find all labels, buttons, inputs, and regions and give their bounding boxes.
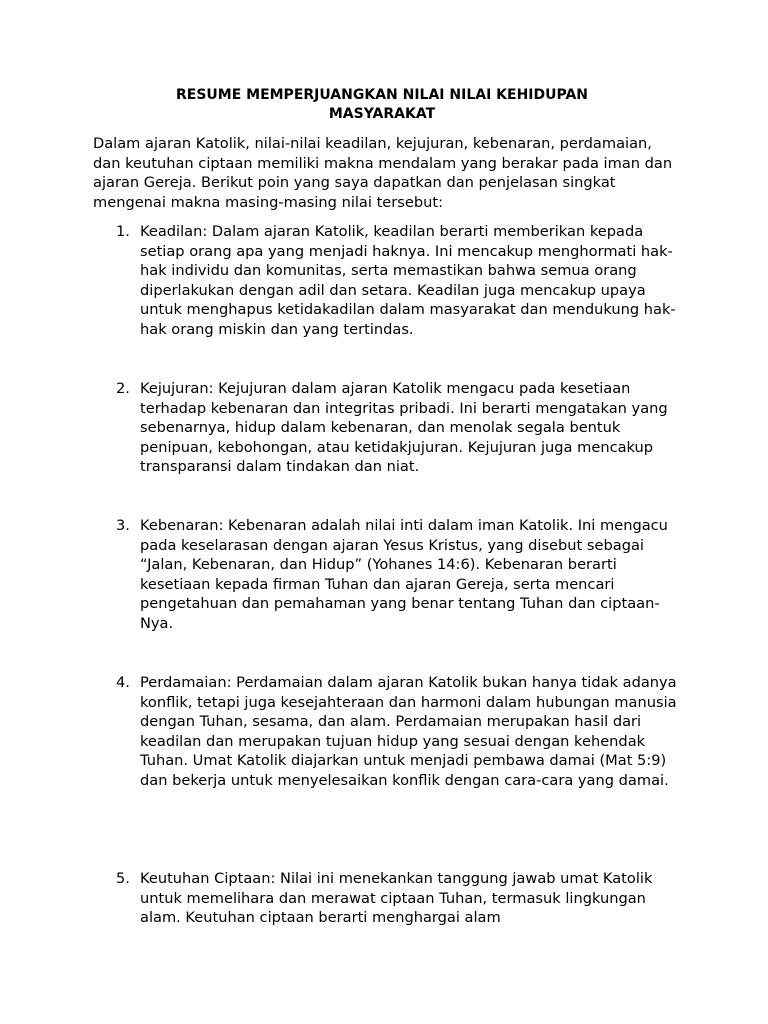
list-item-text: Keutuhan Ciptaan: Nilai ini menekankan tanggung jawab umat Katolik untuk memelihara dan merawat ciptaan Tuhan, termasuk lingkungan alam. Keutuhan ciptaan berarti menghargai alam (140, 870, 653, 927)
list-item (116, 222, 686, 340)
list-item-text: Keadilan: Dalam ajaran Katolik, keadilan berarti memberikan kepada setiap orang apa yang menjadi haknya. Ini mencakup menghormati hak-hak individu dan komunitas, serta memastikan bahwa semua orang diperlakukan dengan adil dan setara. Keadilan juga mencakup upaya untuk menghapus ketidakadilan dalam masyarakat dan mendukung hak-hak orang miskin dan yang tertindas. (140, 223, 676, 338)
list-item-number: 1. (116, 223, 130, 240)
list-item (116, 516, 686, 634)
list-item-number: 2. (116, 380, 130, 397)
list-item-number: 5. (116, 870, 130, 887)
list-item (116, 869, 686, 928)
list-item-text: Kebenaran: Kebenaran adalah nilai inti dalam iman Katolik. Ini mengacu pada keselarasan dengan ajaran Yesus Kristus, yang disebut sebagai “Jalan, Kebenaran, dan Hidup” (Yohanes 14:6). Kebenaran berarti kesetiaan kepada firman Tuhan dan ajaran Gereja, serta mencari pengetahuan dan pemahaman yang benar tentang Tuhan dan ciptaan-Nya. (140, 517, 668, 632)
list-item-text: Perdamaian: Perdamaian dalam ajaran Katolik bukan hanya tidak adanya konflik, tetapi juga kesejahteraan dan harmoni dalam hubungan manusia dengan Tuhan, sesama, dan alam. Perdamaian merupakan hasil dari keadilan dan merupakan tujuan hidup yang sesuai dengan kehendak Tuhan. Umat Katolik diajarkan untuk menjadi pembawa damai (Mat 5:9) dan bekerja untuk menyelesaikan konflik dengan cara-cara yang damai. (140, 674, 677, 789)
list-item-number: 3. (116, 517, 130, 534)
document-title: RESUME MEMPERJUANGKAN NILAI NILAI KEHIDUPAN MASYARAKAT (175, 87, 589, 122)
list-item-text: Kejujuran: Kejujuran dalam ajaran Katolik mengacu pada kesetiaan terhadap kebenaran dan integritas pribadi. Ini berarti mengatakan yang sebenarnya, hidup dalam kebenaran, dan menolak segala bentuk penipuan, kebohongan, atau ketidakjujuran. Kejujuran juga mencakup transparansi dalam tindakan dan niat. (140, 380, 668, 476)
list-item-number: 4. (116, 674, 130, 691)
intro-paragraph: Dalam ajaran Katolik, nilai-nilai keadilan, kejujuran, kebenaran, perdamaian, dan keutuhan ciptaan memiliki makna mendalam yang berakar pada iman dan ajaran Gereja. Berikut poin yang saya dapatkan dan penjelasan singkat mengenai makna masing-masing nilai tersebut: (93, 135, 673, 211)
list-item (116, 379, 686, 477)
list-item (116, 673, 686, 791)
